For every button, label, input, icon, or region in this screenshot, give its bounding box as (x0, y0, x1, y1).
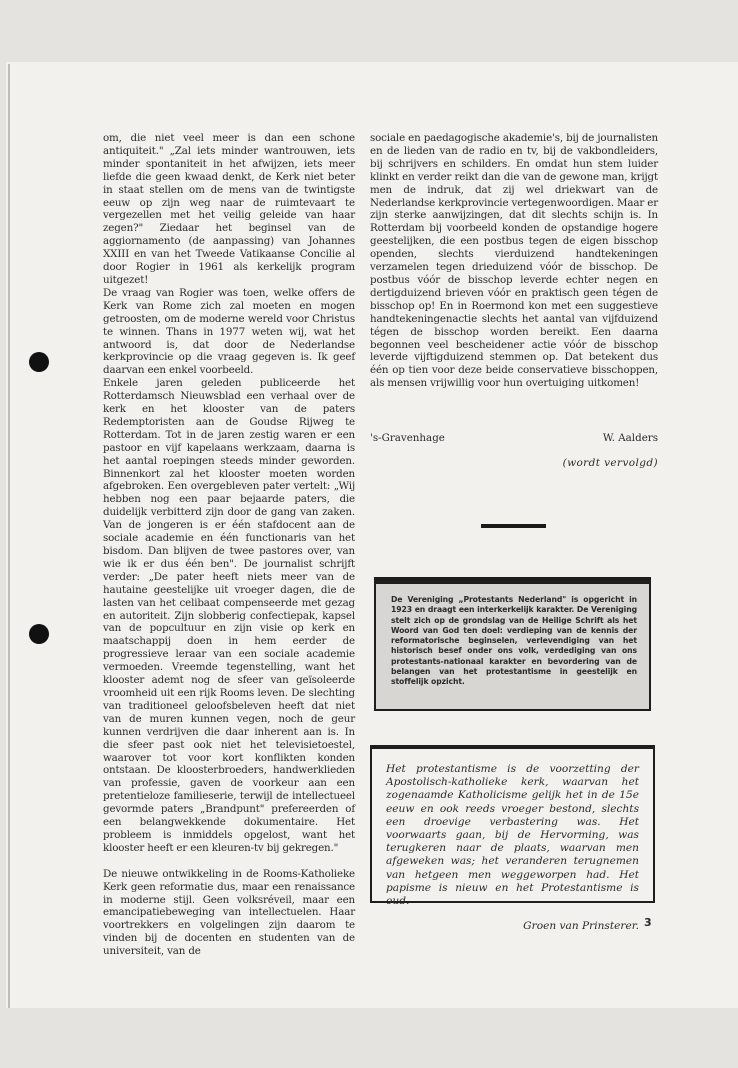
notice-box (374, 577, 651, 711)
quote-author: Groen van Prinsterer. (523, 920, 639, 933)
right-column (370, 132, 658, 390)
quote-text: Het protestantisme is de voorzetting der Apostolisch-katholieke kerk, waarvan het zogenaamde Katholicisme gelijk het in de 15e eeuw en ook reeds vroeger bestond, slechts een droevige verbastering was. Het voorwaarts gaan, bij de Hervorming, was terugkeren naar de plaats, waarvan men afgeweken was; het veranderen terugnemen van hetgeen men weggeworpen had. Het papisme is nieuw en het Protestantisme is oud. (386, 763, 639, 908)
binding-line (8, 64, 10, 1008)
punch-hole (29, 624, 49, 644)
continued-note: (wordt vervolgd) (562, 457, 658, 469)
quote-box (370, 745, 655, 933)
section-rule (481, 524, 546, 528)
paragraph: De nieuwe ontwikkeling in de Rooms-Katholieke Kerk geen reformatie dus, maar een renaissance in moderne stijl. Geen volksréveil, maar een emancipatiebeweging van intellectuelen. Haar voortrekkers en volgelingen zijn daarom te vinden bij de docenten en studenten van de universiteit, van de (103, 867, 355, 958)
signature-place: 's-Gravenhage (370, 432, 445, 444)
signature-author: W. Aalders (602, 432, 658, 444)
signature-line (370, 432, 658, 444)
paragraph: sociale en paedagogische akademie's, bij de journalisten en de lieden van de radio en tv, bij de vakbondleiders, bij schrijvers en schilders. En omdat hun stem luider klinkt en verder reikt dan die van de gewone man, krijgt men de indruk, dat zij wel driekwart van de Nederlandse kerkprovincie vertegenwoordigen. Maar er zijn sterke aanwijzingen, dat dit slechts schijn is. In Rotterdam bij voorbeeld konden de opstandige hogere geestelijken, die een postbus tegen de eigen bisschop openden, slechts vierduizend handtekeningen verzamelen tegen drieduizend vóór de bisschop. De postbus vóór de bisschop leverde echter negen en dertigduizend brieven vóór en praktisch geen tégen de bisschop op! En in Roermond kon met een suggestieve handtekeningenactie slechts het aantal van vijfduizend tégen de bisschop worden bereikt. Een daarna begonnen veel bescheidener actie vóór de bisschop leverde vijftigduizend stemmen op. Dat betekent dus één op tien voor deze beide conservatieve bisschoppen, als mensen vrijwillig voor hun overtuiging uitkomen! (370, 132, 658, 390)
left-column (103, 132, 355, 958)
paragraph: om, die niet veel meer is dan een schone antiquiteit." „Zal iets minder wantrouwen, iets minder spontaniteit in het afwijzen, iets meer liefde die geen kwaad denkt, de Kerk niet beter in staat stellen om de mens van de twintigste eeuw op zijn weg naar de ruimtevaart te vergezellen met het veilig geleide van haar zegen?" Ziedaar het beginsel van de aggiornamento (de aanpassing) van Johannes XXIII en van het Tweede Vatikaanse Concilie al door Rogier in 1961 als kerkelijk program uitgezet! (103, 132, 355, 286)
notice-text: De Vereniging „Protestants Nederland" is opgericht in 1923 en draagt een interkerkelijk karakter. De Vereniging stelt zich op de grondslag van de Heilige Schrift als het Woord van God ten doel: verdieping van de kennis der reformatorische beginselen, verlevendiging van het historisch besef onder ons volk, verdediging van ons protestants-nationaal karakter en bevordering van de belangen van het protestantisme in geestelijk en stoffelijk opzicht. (391, 595, 637, 687)
paragraph: De vraag van Rogier was toen, welke offers de Kerk van Rome zich zal moeten en mogen getroosten, om de moderne wereld voor Christus te winnen. Thans in 1977 weten wij, wat het antwoord is, dat door de Nederlandse kerkprovincie op die vraag gegeven is. Ik geef daarvan een enkel voorbeeld. (103, 286, 355, 377)
punch-hole (29, 352, 49, 372)
paragraph: Enkele jaren geleden publiceerde het Rotterdamsch Nieuwsblad een verhaal over de kerk en het klooster van de paters Redemptoristen aan de Goudse Rijweg te Rotterdam. Tot in de jaren zestig waren er een pastoor en vijf kapelaans werkzaam, daarna is het aantal roepingen steeds minder geworden. Binnenkort zal het klooster moeten worden afgebroken. Een overgebleven pater vertelt: „Wij hebben nog een paar bejaarde paters, die duidelijk verbitterd zijn door de gang van zaken. Van de jongeren is er één stafdocent aan de sociale academie en één functionaris van het bisdom. Dan blijven de twee pastores over, van wie ik er dus één ben". De journalist schrijft verder: „De pater heeft niets meer van de hautaine geestelijke uit vroeger dagen, die de lasten van het celibaat compenseerde met gezag en autoriteit. Zijn slobberig confectiepak, kapsel van de popcultuur en zijn visie op kerk en maatschappij doen in hem eerder de progressieve leraar van een sociale academie vermoeden. Vreemde tegenstelling, want het klooster ademt nog de sfeer van geïsoleerde vroomheid uit een rijk Rooms leven. De slechting van traditioneel geloofsbeleven heeft dat niet van de muren kunnen vegen, noch de geur kunnen verdrijven die daar inherent aan is. In die sfeer past ook niet het televisietoestel, waarover tot voor kort konflikten konden ontstaan. De kloosterbroeders, handwerklieden van professie, gaven de voorkeur aan een pretentieloze familieserie, terwijl de intellectueel gevormde paters „Brandpunt" prefereerden of een belangwekkende dokumentaire. Het probleem is inmiddels opgelost, want het klooster heeft er een kleuren-tv bij gekregen." (103, 377, 355, 854)
page-number: 3 (644, 916, 652, 929)
